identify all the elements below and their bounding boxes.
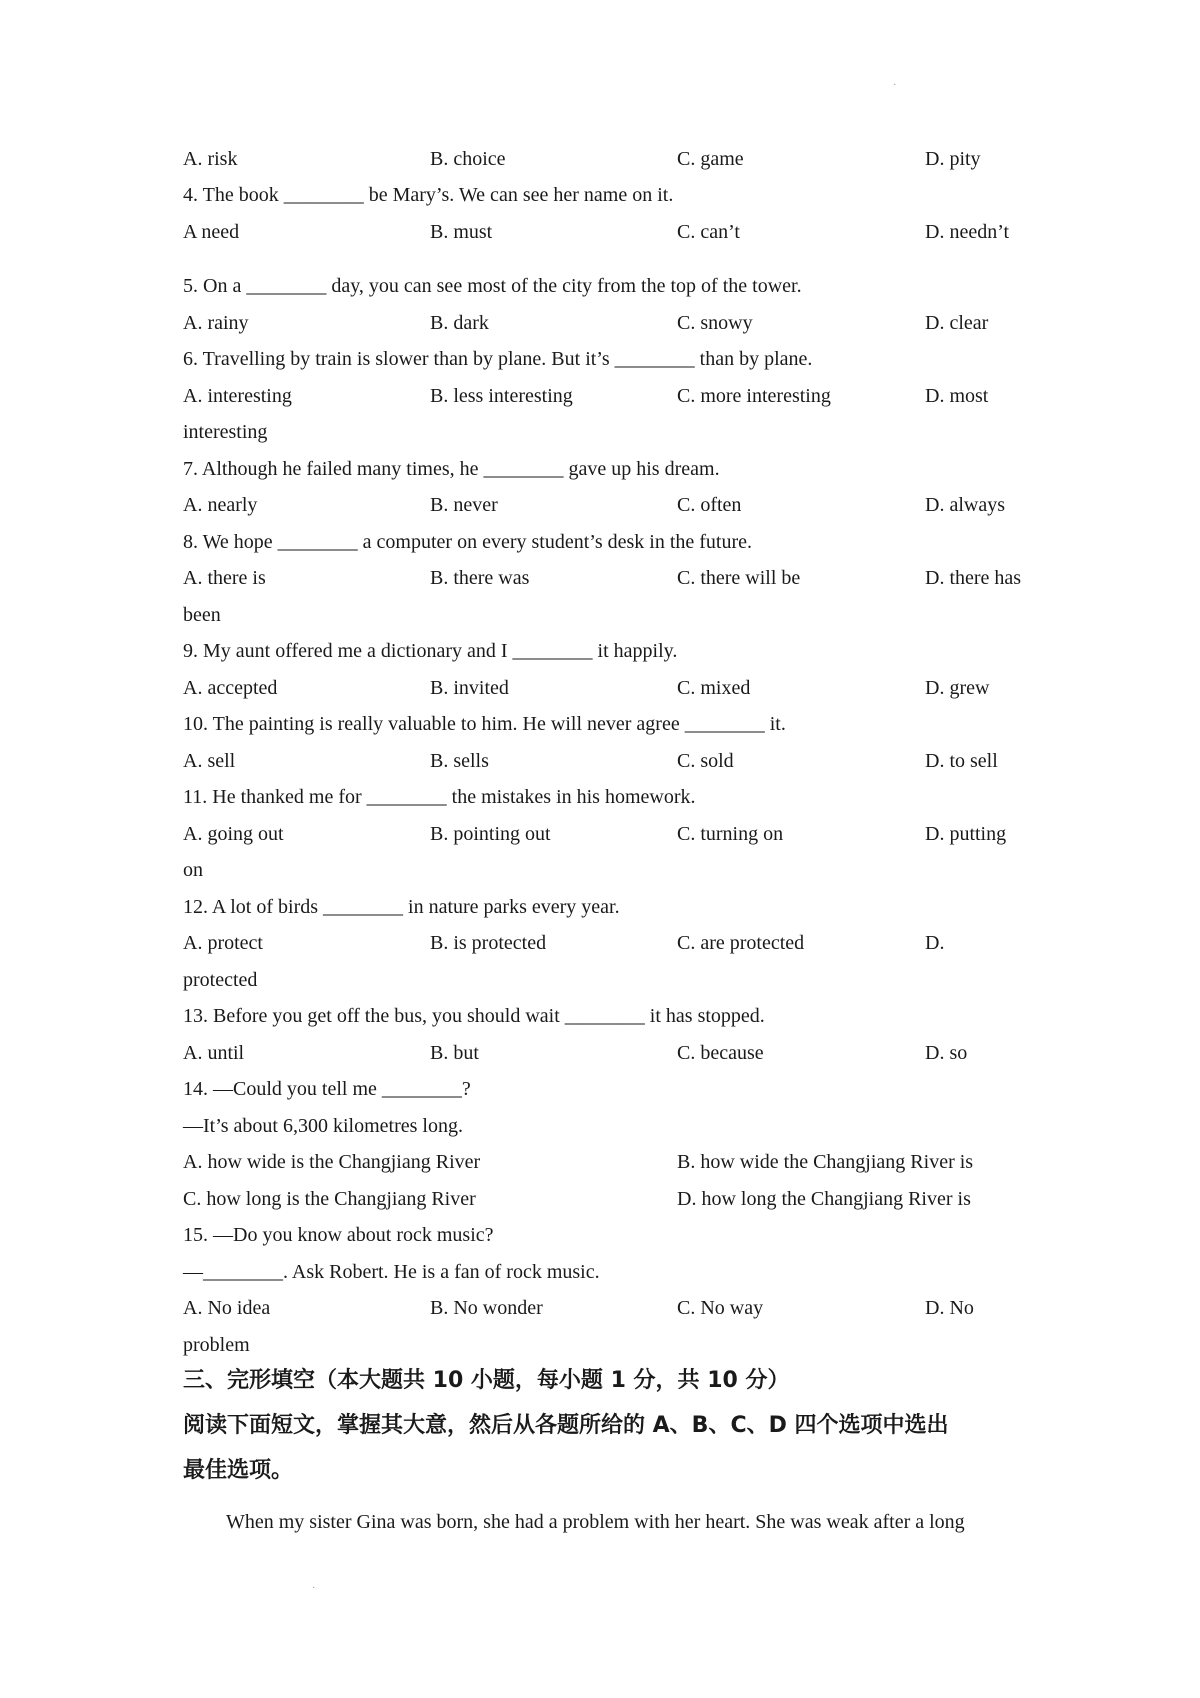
q14-reply: —It’s about 6,300 kilometres long. [183,1115,463,1137]
q13-options [183,1039,1063,1067]
q8-option-wrap: been [183,604,221,626]
option-c: C. there will be [677,567,801,589]
q5-stem: 5. On a ________ day, you can see most of the city from the top of the tower. [183,275,802,297]
option-c: C. No way [677,1297,764,1319]
option-c: C. more interesting [677,385,831,407]
option-d: D. pity [925,148,981,170]
option-b: B. choice [430,148,506,170]
q7-stem: 7. Although he failed many times, he ________ gave up his dream. [183,458,720,480]
q14-options-row1 [183,1148,1063,1176]
q9-options [183,674,1063,702]
q11-stem: 11. He thanked me for ________ the mistakes in his homework. [183,786,696,808]
q8-options [183,564,1063,592]
scan-speck: · [893,80,897,91]
q15-option-wrap: problem [183,1334,250,1356]
option-d: D. clear [925,312,989,334]
option-c: C. can’t [677,221,740,243]
option-c: C. how long is the Changjiang River [183,1188,476,1210]
option-c: C. snowy [677,312,753,334]
option-a: A. sell [183,750,236,772]
option-a: A. going out [183,823,284,845]
option-d: D. there has [925,567,1022,589]
option-b: B. invited [430,677,509,699]
option-d: D. putting [925,823,1007,845]
option-a: A need [183,221,240,243]
option-d: D. most [925,385,989,407]
option-a: A. protect [183,932,263,954]
option-d: D. needn’t [925,221,1010,243]
option-a: A. how wide is the Changjiang River [183,1151,481,1173]
option-b: B. sells [430,750,489,772]
option-a: A. there is [183,567,266,589]
q13-stem: 13. Before you get off the bus, you should wait ________ it has stopped. [183,1005,765,1027]
scan-speck: · [312,1583,316,1594]
section-instruction-cont: 最佳选项。 [183,1458,294,1483]
option-c: C. because [677,1042,764,1064]
section-heading: 三、完形填空（本大题共 10 小题，每小题 1 分，共 10 分） [183,1368,790,1393]
option-c: C. often [677,494,742,516]
option-d: D. so [925,1042,968,1064]
q15-stem: 15. —Do you know about rock music? [183,1224,494,1246]
option-c: C. are protected [677,932,805,954]
option-b: B. dark [430,312,489,334]
q12-option-wrap: protected [183,969,258,991]
option-d: D. always [925,494,1005,516]
option-b: B. but [430,1042,479,1064]
q3-options [183,145,1063,173]
q10-stem: 10. The painting is really valuable to him. He will never agree ________ it. [183,713,786,735]
q14-options-row2 [183,1185,1063,1213]
q6-stem: 6. Travelling by train is slower than by plane. But it’s ________ than by plane. [183,348,813,370]
q6-options [183,382,1063,410]
option-c: C. turning on [677,823,784,845]
q15-reply: —________. Ask Robert. He is a fan of rock music. [183,1261,600,1283]
passage-text: When my sister Gina was born, she had a problem with her heart. She was weak after a long [226,1511,965,1533]
q11-option-wrap: on [183,859,203,881]
option-b: B. there was [430,567,530,589]
section-instruction: 阅读下面短文，掌握其大意，然后从各题所给的 A、B、C、D 四个选项中选出 [183,1413,949,1438]
option-a: A. until [183,1042,245,1064]
option-d: D. how long the Changjiang River is [677,1188,971,1210]
option-b: B. never [430,494,498,516]
q5-options [183,309,1063,337]
option-a: A. interesting [183,385,292,407]
q10-options [183,747,1063,775]
q7-options [183,491,1063,519]
q12-stem: 12. A lot of birds ________ in nature parks every year. [183,896,620,918]
q4-options [183,218,1063,246]
option-b: B. pointing out [430,823,551,845]
option-a: A. nearly [183,494,258,516]
option-b: B. No wonder [430,1297,543,1319]
q12-options [183,929,1063,957]
q15-options [183,1294,1063,1322]
q11-options [183,820,1063,848]
option-c: C. sold [677,750,734,772]
option-b: B. must [430,221,493,243]
option-d: D. [925,932,945,954]
option-c: C. game [677,148,744,170]
option-d: D. No [925,1297,974,1319]
option-d: D. grew [925,677,990,699]
option-c: C. mixed [677,677,751,699]
option-a: A. risk [183,148,238,170]
option-b: B. how wide the Changjiang River is [677,1151,974,1173]
q9-stem: 9. My aunt offered me a dictionary and I ________ it happily. [183,640,678,662]
q14-stem: 14. —Could you tell me ________? [183,1078,471,1100]
option-a: A. accepted [183,677,278,699]
q4-stem: 4. The book ________ be Mary’s. We can see her name on it. [183,184,674,206]
option-d: D. to sell [925,750,998,772]
option-b: B. less interesting [430,385,573,407]
option-a: A. No idea [183,1297,271,1319]
q6-option-wrap: interesting [183,421,268,443]
option-a: A. rainy [183,312,249,334]
option-b: B. is protected [430,932,547,954]
q8-stem: 8. We hope ________ a computer on every student’s desk in the future. [183,531,753,553]
